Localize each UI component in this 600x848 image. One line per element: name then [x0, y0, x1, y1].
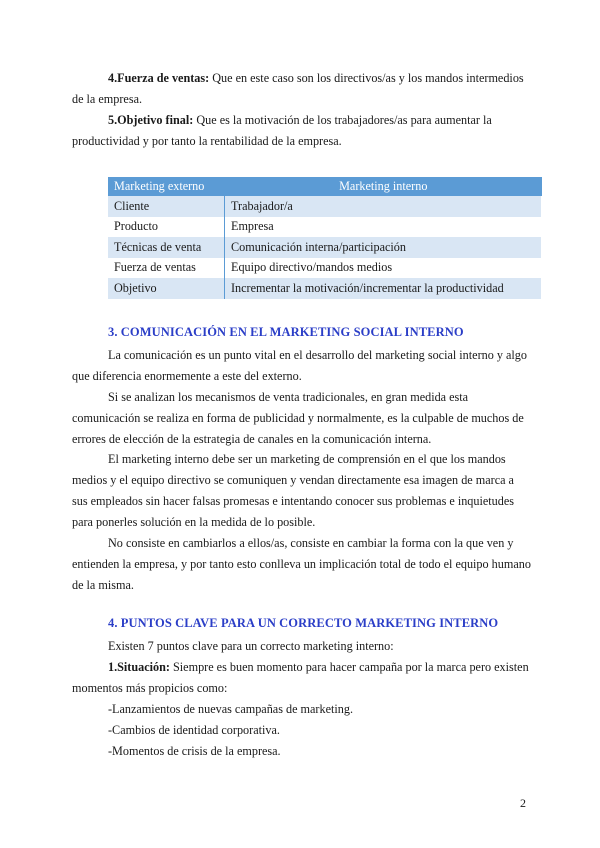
item-4-text: Que en este caso son los directivos/as y los mandos intermedios de la empresa. — [72, 71, 524, 106]
item-4-paragraph — [72, 68, 532, 110]
table-cell: Técnicas de venta — [108, 237, 225, 258]
section-3-paragraph-2: Si se analizan los mecanismos de venta tradicionales, en gran medida esta comunicación se realiza en forma de publicidad y normalmente, es la culpable de muchos de errores de elección de la estrategia de canales en la comunicación interna. — [72, 390, 524, 446]
point-1-text: Siempre es buen momento para hacer campaña por la marca pero existen momentos más propicios como: — [72, 660, 529, 695]
section-4-intro: Existen 7 puntos clave para un correcto marketing interno: — [108, 639, 394, 653]
table-cell: Cliente — [108, 196, 225, 217]
item-5-label: 5.Objetivo final: — [108, 113, 194, 127]
table-header: Marketing externo — [108, 177, 225, 196]
section-3-paragraph-3: El marketing interno debe ser un marketing de comprensión en el que los mandos medios y el equipo directivo se comuniquen y vendan directamente esa imagen de marca a sus empleados sin hacer falsas promesas e intentando conocer sus problemas e inquietudes para ponerles solución en la medida de lo posible. — [72, 452, 515, 529]
table-header-row — [108, 177, 542, 196]
table-header: Marketing interno — [225, 177, 542, 196]
table-cell: Comunicación interna/participación — [225, 237, 542, 258]
table-row — [108, 217, 542, 238]
table-cell: Incrementar la motivación/incrementar la productividad — [225, 278, 542, 299]
page-number: 2 — [520, 796, 526, 810]
table-cell: Equipo directivo/mandos medios — [225, 258, 542, 279]
section-3-paragraph-4: No consiste en cambiarlos a ellos/as, consiste en cambiar la forma con la que ven y entienden la empresa, y por tanto esto conlleva un implicación total de todo el equipo humano de la misma. — [72, 536, 531, 592]
table-row — [108, 237, 542, 258]
section-3-heading: 3. COMUNICACIÓN EN EL MARKETING SOCIAL INTERNO — [108, 325, 464, 339]
table-cell: Producto — [108, 217, 225, 238]
list-item: -Momentos de crisis de la empresa. — [108, 744, 281, 758]
table-row — [108, 196, 542, 217]
table-cell: Fuerza de ventas — [108, 258, 225, 279]
list-item: -Cambios de identidad corporativa. — [108, 723, 280, 737]
point-1-paragraph — [72, 657, 532, 699]
marketing-comparison-table — [108, 177, 542, 299]
table-row — [108, 278, 542, 299]
table-row — [108, 258, 542, 279]
table-cell: Empresa — [225, 217, 542, 238]
point-1-label: 1.Situación: — [108, 660, 170, 674]
item-5-paragraph — [72, 110, 532, 152]
item-4-label: 4.Fuerza de ventas: — [108, 71, 210, 85]
section-4-heading: 4. PUNTOS CLAVE PARA UN CORRECTO MARKETING INTERNO — [108, 616, 499, 630]
section-3-paragraph-1: La comunicación es un punto vital en el desarrollo del marketing social interno y algo que diferencia enormemente a este del externo. — [72, 348, 527, 383]
table-cell: Objetivo — [108, 278, 225, 299]
list-item: -Lanzamientos de nuevas campañas de marketing. — [108, 702, 354, 716]
table-cell: Trabajador/a — [225, 196, 542, 217]
item-5-text: Que es la motivación de los trabajadores/as para aumentar la productividad y por tanto la rentabilidad de la empresa. — [72, 113, 492, 148]
